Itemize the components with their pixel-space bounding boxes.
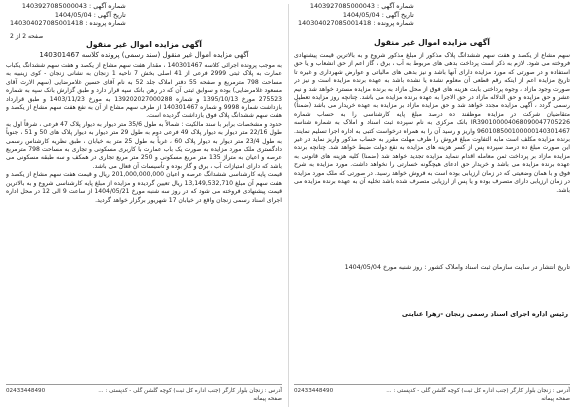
- right-date-value: 1404/05/04: [342, 10, 380, 19]
- left-subheading: آگهی مزایده اموال غیر منقول (سند رسمی) پرونده کلاسه 140301467: [39, 51, 249, 59]
- file-value: 140304027085001418: [10, 19, 84, 28]
- left-footer-page-label: صفحه پیمانه: [253, 396, 282, 402]
- right-date-label: تاریخ آگهی: [385, 10, 414, 19]
- file-row: شماره پرونده : 140304027085001418: [10, 19, 126, 28]
- right-date-row: تاریخ آگهی : 1404/05/04: [342, 10, 414, 19]
- right-file-row: شماره پرونده : 140304027085001418: [298, 19, 414, 28]
- right-footer-page-label: صفحه پیمانه: [541, 396, 570, 402]
- left-footer-phone: 02433448490: [6, 388, 46, 394]
- right-notice-meta: [298, 2, 414, 28]
- left-footer-rule: [6, 384, 282, 385]
- publish-date-line: تاریخ انتشار در سایت سازمان ثبت اسناد واملاک کشور : روز شنبه مورخ 1404/05/04: [344, 264, 570, 271]
- date-label: تاریخ آگهی: [97, 10, 126, 19]
- left-body: به موجب پرونده اجرائی کلاسه 140301467 ، مقدار هفت سهم مشاع از یکصد و هفت سهم ششدانگ یکباب عمارت به پلاک ثبتی 2999 فرعی از 41 اصلی بخش 7 ناحیه 1 زنجان به نشانی زنجان - کوی زینبیه به مساحت 798 مترمربع و صفحه 55 دفتر املاک جلد 52 به نام آقای حسین غلامرضایی (سهم الارث آقای مسعود غلامرضایی) بوده و سوابق ثبتی آن که در رهن بانک سپه قرار دارد و طبق گزارش بانک سپه به شماره 275523 مورخ 1395/10/13 و شماره 139202027000288 به مورخ 1403/11/23 و طبق قرارداد بازداشت شماره 9998 و شماره 140301467 از طرف سهم مشاع از آن به نفع هفت سهم مشاع از یکصد و هفت سهم ششدانگ پلاک فوق بازداشت گردیده است. حدود و مشخصات برابر با سند مالکیت : شمالاً به طول 35/6 متر دیوار به دیوار پلاک 47 فرعی ، شرقاً اول به طول 22/16 متر دیوار به دیوار پلاک 49 فرعی دوم به طول 29 متر دیوار به دیوار پلاک های 50 و 51 ، جنوباً به طول 23/4 متر دیوار به دیوار پلاک 60 ، غرباً به طول 25 متر به خیابان ، طبق نظریه کارشناس رسمی دادگستری ملک مورد مزایده به صورت یک باب عمارت با کاربری مسکونی و تجاری به مساحت 798 مترمربع عرصه و اعیان به متراژ 135 متر مربع مسکونی و 250 متر مربع تجاری در همکف و سه طبقه مسکونی می باشد که دارای امتیازات آب ، برق و گاز بوده و تأسیسات آن فعال می باشد. قیمت پایه کارشناسی ششدانگ عرصه و اعیان 201,000,000,000 ریال و قیمت هفت سهم مشاع از یکصد و هفت سهم آن مبلغ 13,149,532,710 ریال تعیین گردیده و مزایده از مبلغ پایه کارشناسی شروع و به بالاترین قیمت پیشنهادی فروخته می شود که در روز سه شنبه مورخ 1404/05/21 از ساعت 9 الی 12 در محل اداره اجرای اسناد رسمی زنجان واقع در خیابان 17 شهریور برگزار خواهد گردید.: [6, 62, 282, 204]
- date-row: تاریخ آگهی : 1404/05/04: [54, 10, 126, 19]
- right-footer-phone: 02433448490: [294, 388, 334, 394]
- tracking-label: شماره آگهی: [93, 2, 126, 10]
- tracking-value: 1403927085000043: [21, 2, 87, 10]
- right-footer-rule: [294, 384, 570, 385]
- left-footer-address: آدرس : زنجان بلوار کارگر (جنب اداره کل ثبت) کوچه گلشن گلی - کدپستی : ...: [98, 388, 282, 394]
- right-tracking-row: شماره آگهی : 1403927085000043: [309, 2, 414, 10]
- tracking-row: شماره آگهی : 1403927085000043: [21, 2, 126, 10]
- right-tracking-label: شماره آگهی: [381, 2, 414, 10]
- page-number: صفحه 2 از 2: [10, 33, 44, 40]
- right-heading: آگهی مزایده اموال غیر منقول: [374, 38, 490, 47]
- left-heading: آگهی مزایده اموال غیر منقول: [86, 40, 202, 49]
- right-footer-address: آدرس : زنجان بلوار کارگر (جنب اداره کل ثبت) کوچه گلشن گلی - کدپستی : ...: [386, 388, 570, 394]
- notice-meta: [10, 2, 126, 28]
- column-divider: [288, 4, 289, 407]
- right-file-value: 140304027085001418: [298, 19, 372, 28]
- right-file-label: شماره پرونده: [377, 19, 414, 28]
- right-tracking-value: 1403927085000043: [309, 2, 375, 10]
- right-column: [294, 0, 570, 411]
- date-value: 1404/05/04: [54, 10, 92, 19]
- signer-name: رئیس اداره اجرای اسناد رسمی زنجان -زهرا عنایتی: [401, 310, 568, 318]
- left-column: [6, 0, 282, 411]
- file-label: شماره پرونده: [89, 19, 126, 28]
- right-body: سهم مشاع از یکصد و هفت سهم ششدانگ پلاک مذکور از مبلغ مذکور شروع و به بالاترین قیمت پیشنهادی فروخته می شود. لازم به ذکر است پرداخت بدهی های مربوط به آب ، برق ، گاز اعم از حق انشعاب و یا حق استفاده و در صورتی که مورد مزایده دارای آنها باشد و نیز بدهی های مالیاتی و عوارض شهرداری و غیره تا تاریخ مزایده اعم از اینکه رقم قطعی آن معلوم نشده یا نشده باشد به عهده برنده مزایده است و نیز در صورت وجود مازاد ، وجوه پرداختی بابت هزینه های فوق از محل مازاد به برنده مزایده مسترد خواهد شد و نیم عشر و حق مزایده و حق الدلاله مازاد در حق الاجرا به عهده برنده مزایده می باشد. چنانچه روز مزایده تعطیل رسمی گردد ، آگهی مزایده مجدد خواهد شد و حق مزایده مازاد بر مزایده به عهده خریدار می باشد (ضمناً) متقاضیان شرکت در مزایده موظفند ده درصد مبلغ پایه کارشناسی را به حساب شماره IR390100004068090047705226 بانک مرکزی به نام سپرده ثبت اسناد و املاک به شماره شناسه 960108500100000140301467 واریز و رسید آن را به همراه درخواست کتبی به اداره اجرا تسلیم نمایند. برنده مزایده مکلف است مابه التفاوت مبلغ فروش را ظرف مهلت مقرر به حساب مذکور واریز نماید در غیر این صورت مبلغ ده درصد سپرده پس از کسر هزینه های مزایده به نفع دولت ضبط خواهد شد. چنانچه برنده مزایده مازاد بر پرداخت ثمن معامله اقدام ننماید مزایده تجدید خواهد شد (ضمنا) کلیه هزینه های قانونی به عهده برنده مزایده می باشد و خریدار حق ادعای هیچگونه خسارتی را نخواهد داشت. مورد مزایده به شرح فوق و با همان وضعیتی که در زمان ارزیابی بوده است به فروش خواهد رسید. در صورتی که ملک مورد مزایده در زمان ارزیابی دارای متصرف بوده و یا پس از ارزیابی متصرف شده باشد تخلیه آن به عهده برنده مزایده می باشد.: [294, 52, 570, 194]
